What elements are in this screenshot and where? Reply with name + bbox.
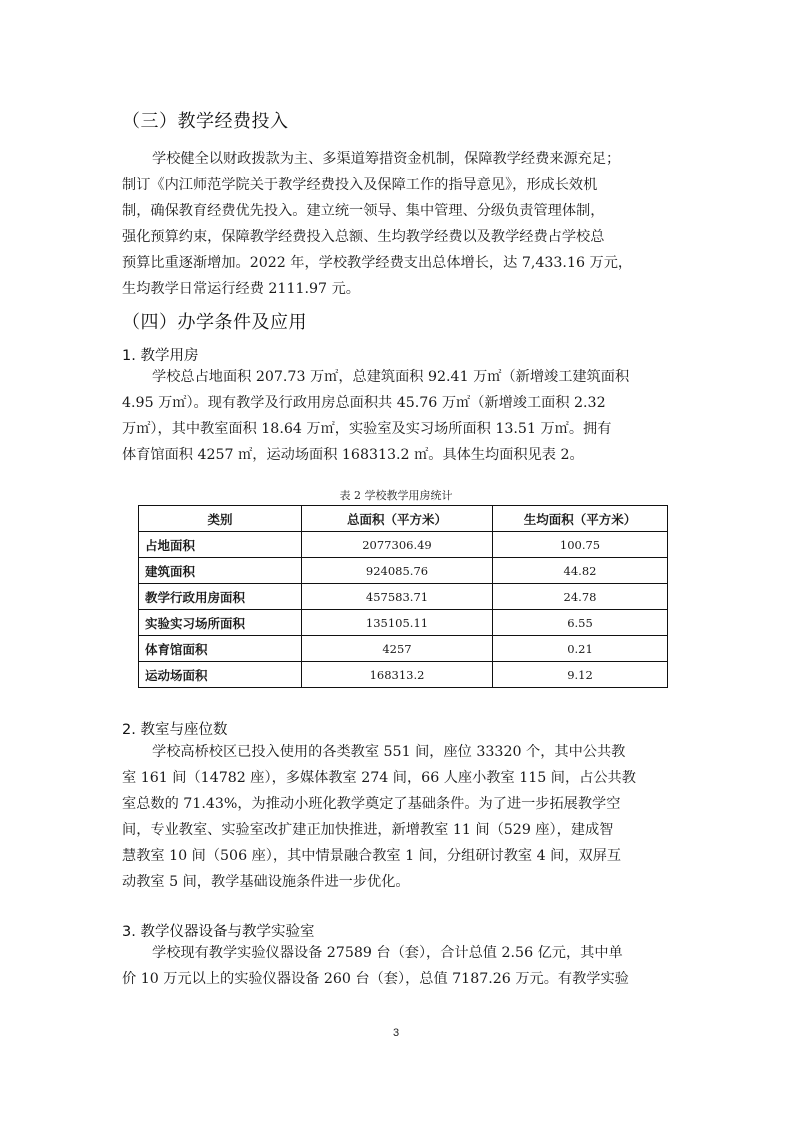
table-row bbox=[139, 636, 668, 662]
text-line: 学校健全以财政拨款为主、多渠道筹措资金机制，保障教学经费来源充足； bbox=[152, 151, 621, 167]
table-cell: 135105.11 bbox=[302, 610, 493, 636]
column-header: 总面积（平方米） bbox=[302, 506, 493, 532]
table-cell: 0.21 bbox=[493, 636, 668, 662]
subheading-equipment: 3. 教学仪器设备与教学实验室 bbox=[122, 924, 315, 940]
text-line: 价 10 万元以上的实验仪器设备 260 台（套），总值 7187.26 万元。有教学实验 bbox=[122, 971, 629, 987]
table-cell: 924085.76 bbox=[302, 558, 493, 584]
text-line: 体育馆面积 4257 ㎡，运动场面积 168313.2 ㎡。具体生均面积见表 2。 bbox=[122, 447, 584, 463]
table-row bbox=[139, 558, 668, 584]
building-stats-table bbox=[138, 505, 668, 688]
table-cell: 实验实习场所面积 bbox=[139, 610, 302, 636]
table-header-row bbox=[139, 506, 668, 532]
subheading-buildings: 1. 教学用房 bbox=[122, 348, 199, 364]
column-header: 生均面积（平方米） bbox=[493, 506, 668, 532]
text-line: 万㎡），其中教室面积 18.64 万㎡，实验室及实习场所面积 13.51 万㎡。拥有 bbox=[122, 421, 612, 437]
text-line: 动教室 5 间，教学基础设施条件进一步优化。 bbox=[122, 874, 410, 890]
classrooms-paragraph bbox=[122, 739, 670, 895]
table-cell: 4257 bbox=[302, 636, 493, 662]
text-line: 预算比重逐渐增加。2022 年，学校教学经费支出总体增长，达 7,433.16 万元， bbox=[122, 255, 633, 271]
table-row bbox=[139, 610, 668, 636]
section-heading-funding: （三）教学经费投入 bbox=[122, 111, 289, 132]
text-line: 学校高桥校区已投入使用的各类教室 551 间，座位 33320 个，其中公共教 bbox=[152, 744, 626, 760]
text-line: 间，专业教室、实验室改扩建正加快推进，新增教室 11 间（529 座），建成智 bbox=[122, 822, 614, 838]
text-line: 生均教学日常运行经费 2111.97 元。 bbox=[122, 281, 360, 297]
table-cell: 教学行政用房面积 bbox=[139, 584, 302, 610]
table-row bbox=[139, 532, 668, 558]
table-cell: 9.12 bbox=[493, 662, 668, 688]
table-row bbox=[139, 662, 668, 688]
table-cell: 44.82 bbox=[493, 558, 668, 584]
text-line: 4.95 万㎡）。现有教学及行政用房总面积共 45.76 万㎡（新增竣工面积 2.32 bbox=[122, 395, 606, 411]
text-line: 学校总占地面积 207.73 万㎡，总建筑面积 92.41 万㎡（新增竣工建筑面积 bbox=[152, 369, 630, 385]
section-heading-conditions: （四）办学条件及应用 bbox=[122, 312, 307, 333]
page-number: 3 bbox=[392, 1027, 400, 1039]
column-header: 类别 bbox=[139, 506, 302, 532]
table-cell: 100.75 bbox=[493, 532, 668, 558]
text-line: 慧教室 10 间（506 座），其中情景融合教室 1 间，分组研讨教室 4 间，双屏互 bbox=[122, 848, 622, 864]
table-caption: 表 2 学校教学用房统计 bbox=[339, 489, 453, 502]
table-row bbox=[139, 584, 668, 610]
text-line: 室 161 间（14782 座），多媒体教室 274 间，66 人座小教室 115 间，占公共教 bbox=[122, 770, 636, 786]
text-line: 室总数的 71.43%，为推动小班化教学奠定了基础条件。为了进一步拓展教学空 bbox=[122, 796, 621, 812]
table-cell: 6.55 bbox=[493, 610, 668, 636]
text-line: 制，确保教育经费优先投入。建立统一领导、集中管理、分级负责管理体制， bbox=[122, 203, 605, 219]
table-cell: 占地面积 bbox=[139, 532, 302, 558]
buildings-paragraph bbox=[122, 364, 670, 468]
table-cell: 168313.2 bbox=[302, 662, 493, 688]
table-cell: 2077306.49 bbox=[302, 532, 493, 558]
text-line: 制订《内江师范学院关于教学经费投入及保障工作的指导意见》，形成长效机 bbox=[122, 177, 598, 193]
text-line: 强化预算约束，保障教学经费投入总额、生均教学经费以及教学经费占学校总 bbox=[122, 229, 605, 245]
table-cell: 457583.71 bbox=[302, 584, 493, 610]
table-cell: 建筑面积 bbox=[139, 558, 302, 584]
equipment-paragraph bbox=[122, 940, 670, 992]
subheading-classrooms: 2. 教室与座位数 bbox=[122, 722, 228, 738]
funding-paragraph bbox=[122, 146, 670, 302]
table-cell: 24.78 bbox=[493, 584, 668, 610]
table-cell: 运动场面积 bbox=[139, 662, 302, 688]
text-line: 学校现有教学实验仪器设备 27589 台（套），合计总值 2.56 亿元，其中单 bbox=[152, 945, 623, 961]
table-cell: 体育馆面积 bbox=[139, 636, 302, 662]
